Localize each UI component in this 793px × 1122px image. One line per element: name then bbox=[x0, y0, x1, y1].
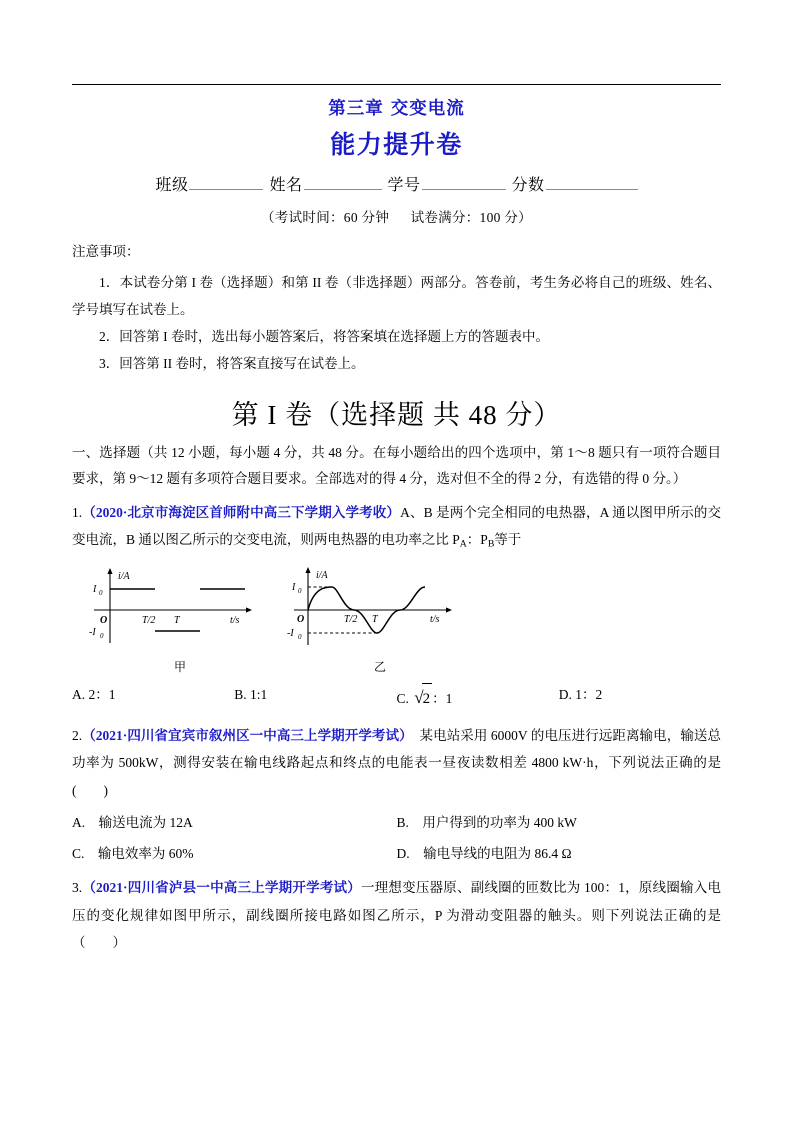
sine-wave-svg bbox=[280, 565, 480, 651]
sine-tick-i0-sub: 0 bbox=[298, 586, 302, 595]
question-1-number: 1. bbox=[72, 504, 83, 520]
sine-tick-i0: I bbox=[292, 581, 296, 593]
info-blank-class[interactable] bbox=[189, 175, 263, 190]
figure-sine-caption: 乙 bbox=[373, 659, 386, 674]
square-tick-i0: I bbox=[93, 583, 97, 595]
exam-duration: （考试时间：60 分钟 bbox=[261, 210, 390, 225]
question-1-options bbox=[72, 681, 721, 716]
question-2-source: （2021·四川省宜宾市叙州区一中高三上学期开学考试） bbox=[82, 727, 406, 743]
paper-title: 能力提升卷 bbox=[330, 130, 463, 160]
figure-square-caption: 甲 bbox=[173, 659, 186, 674]
section-instructions: 一、选择题（共 12 小题，每小题 4 分，共 48 分。在每小题给出的四个选项中，第 1～8 题只有一项符合题目要求，第 9～12 题有多项符合题目要求。全部选对的得 4 分，选对但不全的得 2 分，有选错的得 0 分。） bbox=[72, 445, 721, 487]
figure-square-wave bbox=[80, 565, 280, 675]
sine-y-arrow bbox=[305, 567, 310, 573]
question-2-options-row-2 bbox=[72, 840, 721, 868]
question-2 bbox=[72, 722, 721, 805]
info-label-name: 姓名 bbox=[269, 177, 303, 194]
question-1-body-part1: A、B 是两个完全相同的电热器，A 通以图甲所示的交变电流，B 通以图乙所示的交变电流，则两电热器的电功率之比 P bbox=[72, 504, 721, 548]
notice-heading: 注意事项： bbox=[72, 244, 140, 259]
question-1-sub-a: A bbox=[459, 539, 467, 551]
question-1-option-d[interactable]: D. 1：2 bbox=[558, 686, 603, 702]
square-x-axis-label: t/s bbox=[230, 614, 240, 626]
notice-item-1: 1．本试卷分第 I 卷（选择题）和第 II 卷（非选择题）两部分。答卷前，考生务必将自己的班级、姓名、学号填写在试卷上。 bbox=[72, 275, 721, 317]
info-label-class: 班级 bbox=[155, 177, 189, 194]
sine-tick-t-half: T/2 bbox=[344, 613, 358, 625]
question-3-number: 3. bbox=[72, 880, 83, 896]
square-tick-t-half: T/2 bbox=[142, 614, 156, 626]
square-x-arrow bbox=[246, 607, 252, 612]
square-tick-t: T bbox=[174, 614, 180, 626]
notice-item-3: 3．回答第 II 卷时，将答案直接写在试卷上。 bbox=[99, 356, 365, 371]
question-1-option-c-tail: ：1 bbox=[432, 690, 453, 706]
figure-sine-wave bbox=[280, 565, 480, 675]
question-2-options-row-1 bbox=[72, 809, 721, 837]
question-1-body-part3: 等于 bbox=[494, 532, 522, 548]
question-2-option-d[interactable]: D. 输电导线的电阻为 86.4 Ω bbox=[396, 846, 572, 862]
question-1-source: （2020·北京市海淀区首师附中高三下学期入学考收） bbox=[82, 504, 401, 520]
question-3-body: 一理想变压器原、副线圈的匝数比为 100：1，原线圈输入电压的变化规律如图甲所示，副线圈所接电路如图乙所示，P 为滑动变阻器的触头。则下列说法正确的是（ ） bbox=[72, 880, 721, 951]
sine-tick-t: T bbox=[372, 613, 378, 625]
sqrt-symbol: √ bbox=[414, 687, 424, 707]
header-rule bbox=[72, 84, 721, 85]
sine-origin-label: O bbox=[297, 613, 305, 625]
exam-total-score: 试卷满分：100 分） bbox=[410, 210, 532, 225]
sine-tick-neg-i0-sub: 0 bbox=[298, 632, 302, 641]
question-1 bbox=[72, 499, 721, 555]
info-label-score: 分数 bbox=[511, 177, 545, 194]
question-1-option-c[interactable] bbox=[397, 681, 559, 716]
sine-x-axis-label: t/s bbox=[430, 613, 440, 625]
sine-x-arrow bbox=[446, 607, 452, 612]
question-1-option-b[interactable]: B. 1:1 bbox=[234, 686, 268, 702]
question-1-option-c-label: C. bbox=[396, 690, 409, 706]
square-y-arrow bbox=[107, 568, 112, 574]
question-1-sub-b: B bbox=[487, 539, 495, 551]
question-2-body: 某电站采用 6000V 的电压进行远距离输电，输送总功率为 500kW，测得安装在输电线路起点和终点的电能表一昼夜读数相差 4800 kW·h，下列说法正确的是( ) bbox=[72, 727, 721, 799]
notice-item-2: 2．回答第 I 卷时，选出每小题答案后，将答案填在选择题上方的答题表中。 bbox=[99, 329, 549, 344]
square-tick-i0-sub: 0 bbox=[99, 588, 103, 597]
question-1-figures bbox=[72, 565, 721, 675]
sqrt-icon bbox=[412, 681, 432, 716]
info-field-name bbox=[269, 172, 381, 195]
square-tick-neg-i0: -I bbox=[89, 626, 96, 638]
exam-meta bbox=[72, 206, 721, 226]
sqrt-radicand: 2 bbox=[422, 683, 433, 715]
question-1-option-a[interactable]: A. 2：1 bbox=[72, 686, 116, 702]
square-wave-svg bbox=[80, 565, 280, 651]
sine-y-axis-label: i/A bbox=[316, 569, 328, 581]
square-origin-label: O bbox=[100, 614, 108, 626]
info-label-id: 学号 bbox=[387, 177, 421, 194]
info-blank-score[interactable] bbox=[546, 175, 638, 190]
question-3 bbox=[72, 874, 721, 957]
square-tick-neg-i0-sub: 0 bbox=[100, 631, 104, 640]
question-2-option-a[interactable]: A. 输送电流为 12A bbox=[72, 814, 193, 830]
info-field-id bbox=[388, 172, 506, 195]
sine-tick-neg-i0: -I bbox=[287, 627, 294, 639]
section-title: 第 I 卷（选择题 共 48 分） bbox=[231, 400, 562, 430]
question-2-option-c[interactable]: C. 输电效率为 60% bbox=[72, 846, 194, 862]
question-3-source: （2021·四川省泸县一中高三上学期开学考试） bbox=[82, 880, 361, 896]
question-1-body-part2: ：P bbox=[466, 532, 488, 548]
question-2-option-b[interactable]: B. 用户得到的功率为 400 kW bbox=[396, 814, 577, 830]
info-field-score bbox=[512, 172, 638, 195]
page-content bbox=[72, 0, 721, 957]
info-blank-name[interactable] bbox=[304, 175, 382, 190]
student-info-line bbox=[72, 172, 721, 195]
info-field-class bbox=[155, 172, 263, 195]
square-y-axis-label: i/A bbox=[118, 570, 130, 582]
info-blank-id[interactable] bbox=[422, 175, 506, 190]
chapter-title: 第三章 交变电流 bbox=[328, 99, 465, 119]
question-2-number: 2. bbox=[72, 727, 83, 743]
